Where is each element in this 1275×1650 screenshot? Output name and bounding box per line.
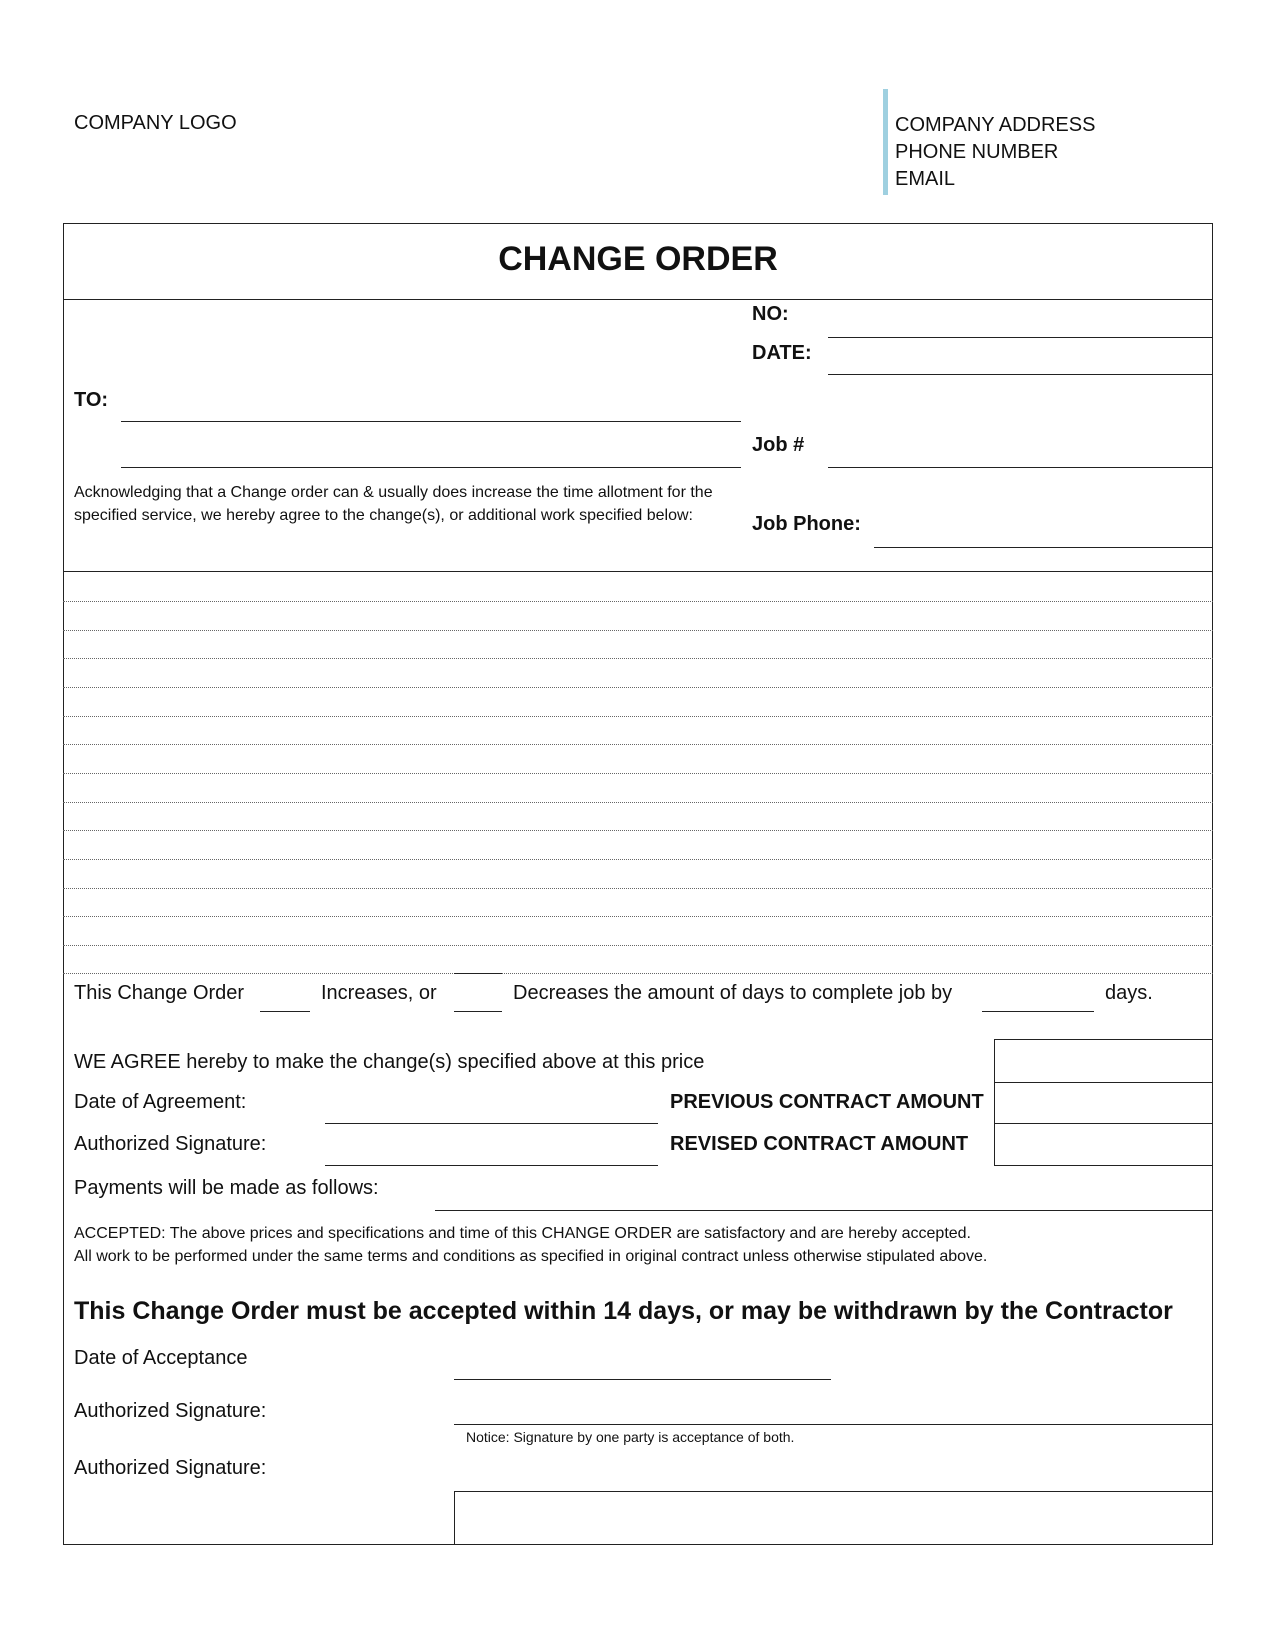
authorized-signature-2-field[interactable] [454,1424,1213,1425]
form-title: CHANGE ORDER [498,240,778,278]
description-line[interactable] [63,973,1213,974]
increases-label: Increases, or [321,982,437,1004]
payments-label: Payments will be made as follows: [74,1177,379,1199]
description-line[interactable] [63,630,1213,631]
company-email: EMAIL [895,168,956,190]
to-field-line-2[interactable] [121,467,741,468]
job-phone-field[interactable] [874,547,1213,548]
days-prefix: This Change Order [74,982,245,1004]
decreases-blank-top [454,973,502,974]
increases-blank[interactable] [260,1011,310,1012]
signature-notice: Notice: Signature by one party is acceptance of both. [466,1429,795,1445]
description-line[interactable] [63,744,1213,745]
description-line[interactable] [63,716,1213,717]
description-line[interactable] [63,830,1213,831]
description-line[interactable] [63,802,1213,803]
date-of-agreement-label: Date of Agreement: [74,1091,247,1113]
date-of-acceptance-field[interactable] [454,1379,831,1380]
days-count-field[interactable] [982,1011,1094,1012]
authorized-signature-3-label: Authorized Signature: [74,1457,267,1479]
description-line[interactable] [63,601,1213,602]
to-field-line-1[interactable] [121,421,741,422]
accepted-line-2: All work to be performed under the same terms and conditions as specified in original contract unless otherwise stipulated above. [74,1248,988,1265]
title-divider [63,299,1213,300]
revised-contract-amount-label: REVISED CONTRACT AMOUNT [670,1133,969,1155]
authorized-signature-2-label: Authorized Signature: [74,1400,267,1422]
no-field[interactable] [828,337,1213,338]
description-line[interactable] [63,916,1213,917]
decreases-blank[interactable] [454,1011,502,1012]
company-phone: PHONE NUMBER [895,141,1059,163]
company-address: COMPANY ADDRESS [895,114,1096,136]
previous-contract-amount-box[interactable] [994,1082,1213,1124]
agree-text: WE AGREE hereby to make the change(s) specified above at this price [74,1051,705,1073]
description-line[interactable] [63,888,1213,889]
signature-area-divider [454,1491,455,1545]
decreases-label: Decreases the amount of days to complete job by [513,982,953,1004]
job-number-label: Job # [752,434,805,456]
payments-field[interactable] [435,1210,1213,1211]
no-label: NO: [752,303,789,325]
description-top-border [63,571,1213,572]
previous-contract-amount-label: PREVIOUS CONTRACT AMOUNT [670,1091,984,1113]
company-logo-placeholder: COMPANY LOGO [74,112,237,134]
accepted-line-1: ACCEPTED: The above prices and specifications and time of this CHANGE ORDER are satisfactory and are hereby accepted. [74,1225,971,1242]
authorized-signature-3-field[interactable] [454,1491,1213,1492]
date-field[interactable] [828,374,1213,375]
description-line[interactable] [63,859,1213,860]
agreed-price-box[interactable] [994,1039,1213,1083]
acknowledgment-text: Acknowledging that a Change order can & usually does increase the time allotment for the specified service, we hereby agree to the change(s), or additional work specified below: [74,484,713,524]
date-of-acceptance-label: Date of Acceptance [74,1347,248,1369]
job-phone-label: Job Phone: [752,513,861,535]
description-line[interactable] [63,773,1213,774]
header-accent-bar [883,89,888,195]
date-of-agreement-field[interactable] [325,1123,658,1124]
days-suffix: days. [1105,982,1153,1004]
description-line[interactable] [63,945,1213,946]
date-label: DATE: [752,342,812,364]
authorized-signature-field[interactable] [325,1165,658,1166]
revised-contract-amount-box[interactable] [994,1123,1213,1166]
job-number-field[interactable] [828,467,1213,468]
description-line[interactable] [63,658,1213,659]
to-label: TO: [74,389,109,411]
description-line[interactable] [63,687,1213,688]
acceptance-deadline-notice: This Change Order must be accepted within 14 days, or may be withdrawn by the Contractor [74,1297,1173,1325]
authorized-signature-label: Authorized Signature: [74,1133,267,1155]
